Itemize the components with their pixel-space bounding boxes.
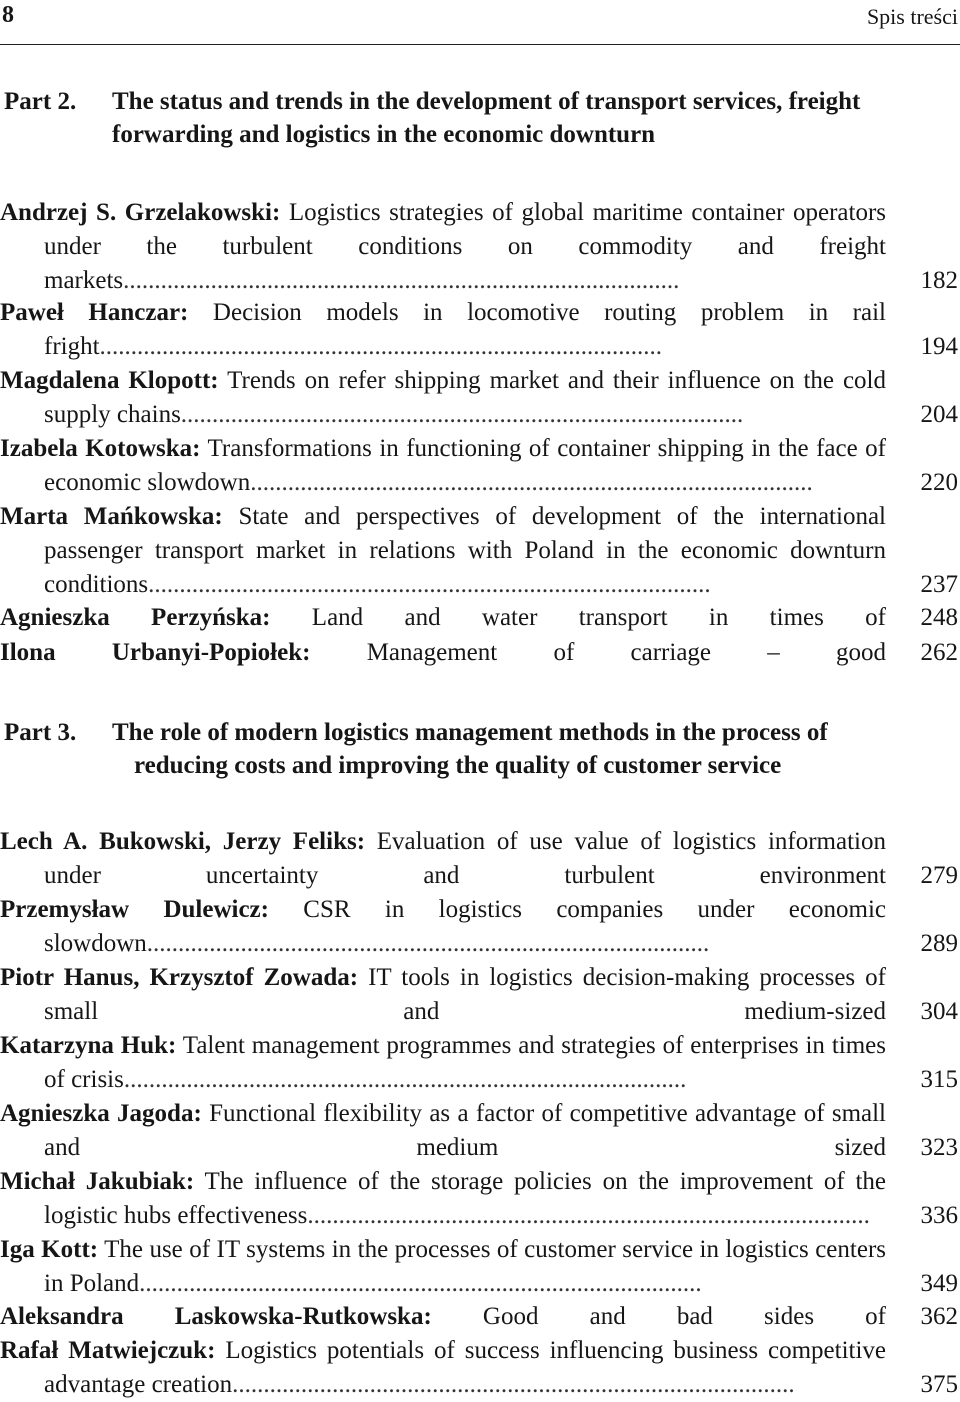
entry-title: Functional flexibility as a factor of competitive advantage of small and medium sized bbox=[44, 1100, 886, 1161]
leader-dots: .......................................................................................... bbox=[123, 1066, 687, 1093]
entry-title: The influence of the storage policies on the improvement of the logistic hubs effectiveness bbox=[44, 1168, 886, 1229]
entry-author: Agnieszka Perzyńska: bbox=[0, 604, 271, 631]
entry-page: 220 bbox=[920, 469, 958, 496]
entry-page: 248 bbox=[920, 604, 958, 631]
entry-page: 323 bbox=[920, 1134, 958, 1161]
entry-author: Przemysław Dulewicz: bbox=[0, 896, 269, 923]
entry-title: IT tools in logistics decision-making processes of small and medium-sized bbox=[44, 964, 886, 1025]
entry-title: Decision models in locomotive routing problem in rail fright bbox=[44, 299, 886, 360]
leader-dots: .......................................................................................... bbox=[139, 1270, 702, 1297]
entry-page: 194 bbox=[920, 333, 958, 360]
entry-title: Good and bad sides of bbox=[482, 1303, 886, 1330]
leader-dots: .......................................................................................... bbox=[99, 333, 663, 360]
entry-title: Talent management programmes and strategies of enterprises in times of crisis bbox=[44, 1032, 886, 1093]
entry-title: Land and water transport in times of bbox=[311, 604, 886, 631]
entry-title: The use of IT systems in the processes of customer service in logistics centers in Poland bbox=[44, 1236, 886, 1297]
part-label: Part 3. bbox=[4, 719, 77, 746]
running-header bbox=[0, 0, 960, 36]
entry-author: Izabela Kotowska: bbox=[0, 435, 201, 462]
entry-title: Transformations in functioning of container shipping in the face of economic slowdown bbox=[44, 435, 886, 496]
entry-page: 336 bbox=[920, 1202, 958, 1229]
entry-page: 304 bbox=[920, 998, 958, 1025]
entry-title: State and perspectives of development of the international passenger transport market in relations with Poland in the economic downturn conditions bbox=[44, 503, 886, 598]
entry-page: 362 bbox=[920, 1303, 958, 1330]
entry-page: 237 bbox=[920, 571, 958, 598]
entry-title: Management of carriage – good bbox=[366, 639, 886, 666]
entry-author: Magdalena Klopott: bbox=[0, 367, 219, 394]
entry-author: Piotr Hanus, Krzysztof Zowada: bbox=[0, 964, 359, 991]
entry-title: Logistics potentials of success influencing business competitive advantage creation bbox=[44, 1337, 886, 1398]
page-number: 8 bbox=[2, 2, 14, 28]
leader-dots: .......................................................................................... bbox=[250, 469, 813, 496]
entry-page: 182 bbox=[920, 267, 958, 294]
leader-dots: ......................................................................................... bbox=[123, 267, 680, 294]
entry-page: 279 bbox=[920, 862, 958, 889]
section-title: Spis treści bbox=[866, 4, 958, 29]
entry-author: Iga Kott: bbox=[0, 1236, 99, 1263]
leader-dots: .......................................................................................... bbox=[148, 571, 711, 598]
entry-title: Evaluation of use value of logistics information under uncertainty and turbulent environment bbox=[44, 828, 886, 889]
entry-author: Aleksandra Laskowska-Rutkowska: bbox=[0, 1303, 432, 1330]
part-title: The role of modern logistics management methods in the process of reducing costs and improving the quality of customer service bbox=[112, 719, 828, 779]
entry-author: Ilona Urbanyi-Popiołek: bbox=[0, 639, 311, 666]
part-label: Part 2. bbox=[4, 88, 77, 115]
part-title: The status and trends in the development of transport services, freight forwarding and logistics in the economic downturn bbox=[112, 88, 861, 148]
entry-title: CSR in logistics companies under economic slowdown bbox=[44, 896, 886, 957]
entry-page: 375 bbox=[920, 1371, 958, 1398]
entry-author: Katarzyna Huk: bbox=[0, 1032, 177, 1059]
leader-dots: .......................................................................................... bbox=[232, 1371, 795, 1398]
entry-author: Andrzej S. Grzelakowski: bbox=[0, 199, 281, 226]
entry-page: 349 bbox=[920, 1270, 958, 1297]
entry-page: 204 bbox=[920, 401, 958, 428]
entry-author: Lech A. Bukowski, Jerzy Feliks: bbox=[0, 828, 366, 855]
leader-dots: .......................................................................................... bbox=[180, 401, 744, 428]
entry-page: 262 bbox=[920, 639, 958, 666]
header-divider bbox=[0, 44, 960, 45]
entry-author: Rafał Matwiejczuk: bbox=[0, 1337, 216, 1364]
leader-dots: .......................................................................................... bbox=[146, 930, 710, 957]
entry-author: Agnieszka Jagoda: bbox=[0, 1100, 202, 1127]
entry-page: 315 bbox=[920, 1066, 958, 1093]
entry-title: Logistics strategies of global maritime container operators under the turbulent conditions on commodity and freight markets bbox=[44, 199, 886, 294]
entry-page: 289 bbox=[920, 930, 958, 957]
entry-author: Paweł Hanczar: bbox=[0, 299, 189, 326]
entry-author: Michał Jakubiak: bbox=[0, 1168, 195, 1195]
leader-dots: .......................................................................................... bbox=[307, 1202, 870, 1229]
entry-title: Trends on refer shipping market and their influence on the cold supply chains bbox=[44, 367, 886, 428]
entry-author: Marta Mańkowska: bbox=[0, 503, 223, 530]
